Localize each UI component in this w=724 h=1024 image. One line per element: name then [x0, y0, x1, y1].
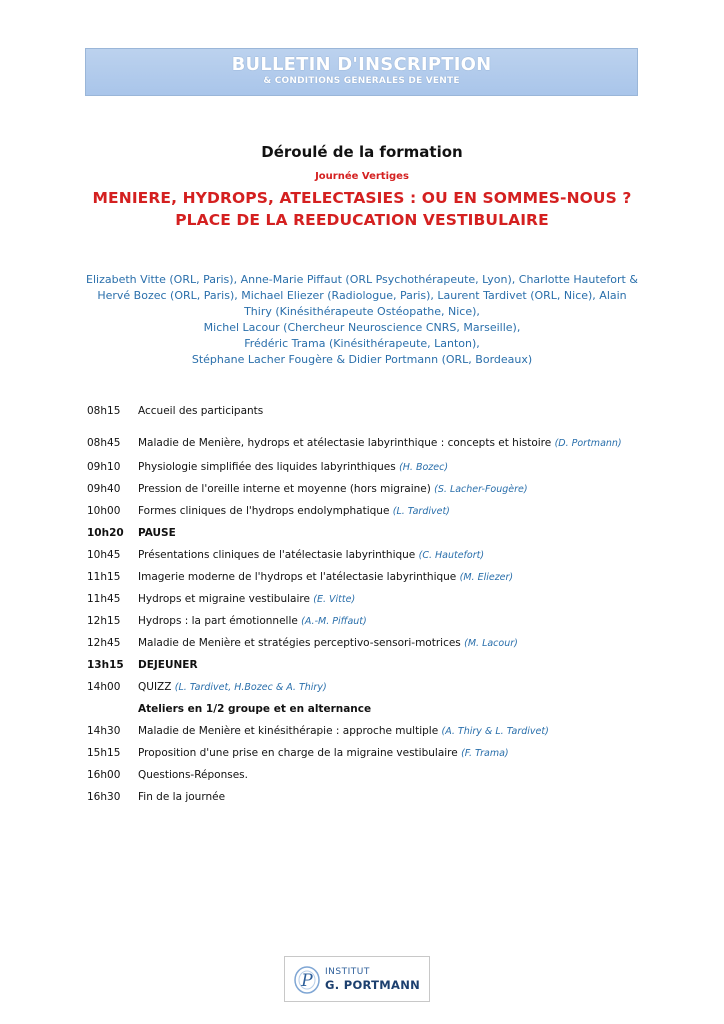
logo-line-1: INSTITUT [325, 967, 370, 977]
program-time: 13h15 [87, 659, 124, 671]
program-time: 15h15 [87, 747, 121, 759]
speakers-line: Thiry (Kinésithérapeute Ostéopathe, Nice), [244, 305, 480, 318]
program-text: Accueil des participants [138, 405, 264, 417]
program-text: Hydrops et migraine vestibulaire [138, 593, 310, 605]
speakers-line: Stéphane Lacher Fougère & Didier Portmann (ORL, Bordeaux) [191, 353, 533, 366]
speakers-list [80, 272, 644, 368]
event-subtitle: Journée Vertiges [315, 171, 409, 182]
page-heading: Déroulé de la formation [261, 143, 463, 161]
program-speaker: (M. Lacour) [464, 638, 518, 649]
program-time: 16h00 [87, 769, 121, 781]
program-speaker: (M. Eliezer) [459, 572, 514, 583]
program-text: DEJEUNER [138, 659, 198, 671]
program-text: Présentations cliniques de l'atélectasie labyrinthique [138, 549, 416, 561]
event-title-line-2: PLACE DE LA REEDUCATION VESTIBULAIRE [175, 211, 549, 229]
speakers-line: Michel Lacour (Chercheur Neuroscience CNRS, Marseille), [203, 321, 521, 334]
program-time: 16h30 [87, 791, 121, 803]
program-speaker: (A.-M. Piffaut) [301, 616, 367, 627]
program-text: Formes cliniques de l'hydrops endolymphatique [138, 505, 390, 517]
program-time: 11h45 [87, 593, 121, 605]
program-time: 12h15 [87, 615, 121, 627]
program-speaker: (A. Thiry & L. Tardivet) [441, 726, 549, 737]
program-time: 09h10 [87, 461, 121, 473]
program-speaker: (S. Lacher-Fougère) [434, 484, 528, 495]
program-time: 10h20 [87, 527, 124, 539]
program-text: Pression de l'oreille interne et moyenne (hors migraine) [138, 483, 431, 495]
program-text: Ateliers en 1/2 groupe et en alternance [138, 703, 372, 715]
institut-portmann-logo [284, 956, 430, 1002]
program-time: 08h15 [87, 405, 121, 417]
program-text: Hydrops : la part émotionnelle [138, 615, 298, 627]
program-text: Maladie de Menière, hydrops et atélectasie labyrinthique : concepts et histoire [138, 437, 552, 449]
speakers-line: Frédéric Trama (Kinésithérapeute, Lanton), [244, 337, 480, 350]
program-speaker: (C. Hautefort) [418, 550, 485, 561]
program-speaker: (L. Tardivet, H.Bozec & A. Thiry) [174, 682, 327, 693]
program-text: Proposition d'une prise en charge de la migraine vestibulaire [138, 747, 458, 759]
program-time: 10h00 [87, 505, 121, 517]
speakers-line: Hervé Bozec (ORL, Paris), Michael Eliezer (Radiologue, Paris), Laurent Tardivet (ORL, Nice), Alain [97, 289, 627, 302]
logo-letter: P [301, 971, 313, 991]
program-speaker: (D. Portmann) [554, 438, 622, 449]
program-text: Imagerie moderne de l'hydrops et l'atélectasie labyrinthique [138, 571, 457, 583]
program-text: Maladie de Menière et kinésithérapie : approche multiple [138, 725, 439, 737]
program-time: 10h45 [87, 549, 121, 561]
program-text: Fin de la journée [138, 791, 226, 803]
program-time: 09h40 [87, 483, 121, 495]
program-time: 14h30 [87, 725, 121, 737]
logo-line-2: G. PORTMANN [325, 978, 421, 992]
program-time: 08h45 [87, 437, 121, 449]
program-speaker: (F. Trama) [461, 748, 509, 759]
banner-title: BULLETIN D'INSCRIPTION [231, 54, 492, 75]
program-time: 12h45 [87, 637, 121, 649]
speakers-line: Elizabeth Vitte (ORL, Paris), Anne-Marie Piffaut (ORL Psychothérapeute, Lyon), Charlotte Hautefort & [86, 273, 638, 286]
banner-subtitle: & CONDITIONS GENERALES DE VENTE [263, 76, 460, 86]
program-time: 11h15 [87, 571, 121, 583]
program-text: QUIZZ [138, 681, 172, 693]
program-time: 14h00 [87, 681, 121, 693]
program-speaker: (E. Vitte) [313, 594, 356, 605]
program-speaker: (H. Bozec) [399, 462, 449, 473]
event-title-line-1: MENIERE, HYDROPS, ATELECTASIES : OU EN SOMMES-NOUS ? [92, 189, 632, 207]
program-speaker: (L. Tardivet) [392, 506, 450, 517]
program-text: Physiologie simplifiée des liquides labyrinthiques [138, 461, 396, 473]
header-banner [85, 48, 638, 96]
program-text: Questions-Réponses. [138, 769, 248, 781]
logo-emblem-icon [293, 965, 321, 995]
program-text: Maladie de Menière et stratégies perceptivo-sensori-motrices [138, 637, 461, 649]
program-text: PAUSE [138, 527, 176, 539]
